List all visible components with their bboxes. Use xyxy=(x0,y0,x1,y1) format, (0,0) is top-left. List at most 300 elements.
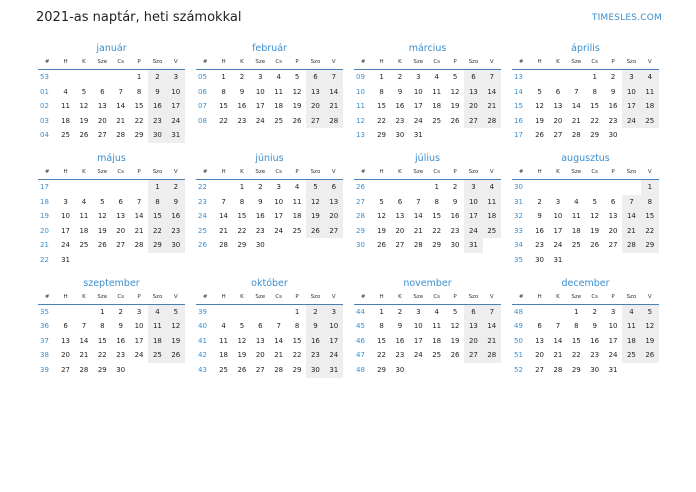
day-cell: 19 xyxy=(377,226,387,235)
weekday-label: Szo xyxy=(152,293,163,300)
day-cell: 13 xyxy=(464,319,482,334)
day-cell: 26 xyxy=(306,224,324,239)
day-cell: 30 xyxy=(535,255,545,264)
day-cell: 25 xyxy=(571,241,581,250)
day-cell: 13 xyxy=(535,336,545,345)
weekday-label: K xyxy=(82,293,86,300)
day-cell: 22 xyxy=(641,224,659,239)
day-cell: 8 xyxy=(294,322,300,331)
day-cell: 20 xyxy=(61,351,71,360)
day-cell: 18 xyxy=(148,334,166,349)
weekday-label: K xyxy=(398,293,402,300)
week-number: 39 xyxy=(198,307,207,316)
week-row xyxy=(38,238,185,253)
day-cell: 24 xyxy=(464,224,482,239)
day-cell: 4 xyxy=(276,73,281,81)
day-cell: 27 xyxy=(306,114,324,129)
day-cell: 16 xyxy=(306,334,324,349)
month-name: április xyxy=(571,43,600,54)
empty-day-cell xyxy=(270,305,288,320)
day-cell: 29 xyxy=(590,131,600,140)
weekday-header xyxy=(38,291,185,305)
day-cell: 21 xyxy=(79,351,89,360)
week-row xyxy=(354,114,501,129)
day-cell: 6 xyxy=(306,70,324,85)
empty-day-cell xyxy=(93,70,111,85)
weekday-label: K xyxy=(556,293,560,300)
weekday-label: V xyxy=(173,293,178,300)
day-cell: 3 xyxy=(622,70,640,85)
day-cell: 27 xyxy=(395,241,405,250)
day-cell: 6 xyxy=(258,322,263,331)
empty-day-cell xyxy=(549,305,567,320)
day-cell: 8 xyxy=(592,87,597,96)
week-number: 19 xyxy=(40,212,49,221)
week-number: 17 xyxy=(40,182,49,191)
month-name: március xyxy=(408,43,447,54)
day-cell: 24 xyxy=(413,116,423,125)
empty-day-cell xyxy=(428,128,446,143)
day-cell: 12 xyxy=(167,319,185,334)
day-cell: 25 xyxy=(219,365,229,374)
day-cell: 21 xyxy=(134,226,144,235)
day-cell: 17 xyxy=(608,336,618,345)
day-cell: 6 xyxy=(464,305,482,320)
weekday-label: V xyxy=(331,59,336,65)
day-cell: 9 xyxy=(610,87,616,96)
empty-day-cell xyxy=(306,238,324,253)
week-number: 15 xyxy=(514,102,523,111)
day-cell: 15 xyxy=(571,336,581,345)
day-cell: 7 xyxy=(416,197,421,206)
day-cell: 27 xyxy=(116,241,126,250)
day-cell: 2 xyxy=(452,182,458,191)
empty-day-cell xyxy=(464,363,482,378)
weekday-label: P xyxy=(453,293,457,300)
day-cell: 24 xyxy=(622,114,640,129)
day-cell: 10 xyxy=(61,212,71,221)
week-number: 22 xyxy=(198,182,207,191)
day-cell: 24 xyxy=(61,241,71,250)
day-cell: 12 xyxy=(377,212,387,221)
day-cell: 23 xyxy=(450,226,460,235)
day-cell: 18 xyxy=(79,226,89,235)
day-cell: 21 xyxy=(622,224,640,239)
day-cell: 14 xyxy=(79,336,89,345)
day-cell: 1 xyxy=(239,182,245,191)
day-cell: 17 xyxy=(274,212,284,221)
day-cell: 11 xyxy=(641,85,659,100)
week-number: 32 xyxy=(514,212,523,221)
day-cell: 5 xyxy=(641,305,659,320)
week-row xyxy=(196,319,343,334)
week-number: 03 xyxy=(40,116,49,125)
day-cell: 24 xyxy=(167,114,185,129)
day-cell: 26 xyxy=(535,131,545,140)
week-row xyxy=(354,334,501,349)
day-cell: 15 xyxy=(432,212,442,221)
empty-day-cell xyxy=(530,180,548,195)
week-row xyxy=(512,99,659,114)
day-cell: 23 xyxy=(148,114,166,129)
day-cell: 8 xyxy=(239,197,245,206)
day-cell: 8 xyxy=(434,197,439,206)
day-cell: 16 xyxy=(535,226,545,235)
week-row xyxy=(354,238,501,253)
day-cell: 18 xyxy=(622,334,640,349)
day-cell: 13 xyxy=(325,195,343,210)
day-cell: 16 xyxy=(237,102,247,111)
weekday-header xyxy=(512,291,659,305)
day-cell: 10 xyxy=(464,195,482,210)
weekday-label: Cs xyxy=(591,293,599,300)
day-cell: 16 xyxy=(116,336,126,345)
weekday-label: Cs xyxy=(117,59,125,65)
day-cell: 2 xyxy=(148,70,166,85)
day-cell: 20 xyxy=(608,226,618,235)
day-cell: 9 xyxy=(306,319,324,334)
day-cell: 4 xyxy=(483,180,501,195)
weekday-label: K xyxy=(240,59,244,65)
day-cell: 12 xyxy=(641,319,659,334)
day-cell: 17 xyxy=(413,336,423,345)
day-cell: 3 xyxy=(555,197,561,206)
empty-day-cell xyxy=(622,180,640,195)
brand-logo-text[interactable]: TIMESLES.COM xyxy=(591,13,662,23)
day-cell: 29 xyxy=(97,365,107,374)
day-cell: 8 xyxy=(100,322,105,331)
day-cell: 8 xyxy=(136,87,142,96)
week-number: 40 xyxy=(198,322,207,331)
week-number: 30 xyxy=(356,241,365,250)
day-cell: 10 xyxy=(413,322,423,331)
day-cell: 21 xyxy=(571,116,581,125)
day-cell: 11 xyxy=(571,212,581,221)
day-cell: 19 xyxy=(641,334,659,349)
empty-day-cell xyxy=(604,253,622,268)
empty-day-cell xyxy=(130,253,148,268)
weekday-label: K xyxy=(398,59,402,65)
day-cell: 10 xyxy=(134,322,144,331)
day-cell: 15 xyxy=(377,102,387,111)
day-cell: 20 xyxy=(325,209,343,224)
empty-day-cell xyxy=(214,180,232,195)
day-cell: 9 xyxy=(258,197,263,206)
empty-day-cell xyxy=(130,180,148,195)
week-row xyxy=(512,363,659,378)
day-cell: 19 xyxy=(292,102,302,111)
day-cell: 5 xyxy=(167,305,185,320)
day-cell: 3 xyxy=(276,182,281,191)
day-cell: 7 xyxy=(136,197,142,206)
day-cell: 23 xyxy=(590,351,600,360)
day-cell: 6 xyxy=(63,322,68,331)
weekday-label: Cs xyxy=(591,168,599,175)
week-number: 26 xyxy=(356,182,365,191)
day-cell: 10 xyxy=(622,85,640,100)
day-cell: 4 xyxy=(622,305,640,320)
month-block xyxy=(354,152,501,268)
day-cell: 22 xyxy=(377,116,387,125)
weekday-label: H xyxy=(63,293,68,300)
weekday-label: V xyxy=(173,59,178,65)
week-row xyxy=(38,209,185,224)
empty-day-cell xyxy=(530,70,548,85)
month-block xyxy=(38,152,185,268)
day-cell: 26 xyxy=(450,116,460,125)
empty-day-cell xyxy=(567,180,585,195)
empty-day-cell xyxy=(567,70,585,85)
day-cell: 3 xyxy=(610,307,616,316)
empty-day-cell xyxy=(622,253,640,268)
day-cell: 23 xyxy=(167,224,185,239)
weekday-label: H xyxy=(537,168,542,175)
day-cell: 27 xyxy=(255,365,265,374)
weekday-label: P xyxy=(611,293,615,300)
day-cell: 9 xyxy=(592,322,597,331)
day-cell: 1 xyxy=(574,307,579,316)
day-cell: 30 xyxy=(590,365,600,374)
day-cell: 23 xyxy=(395,351,405,360)
empty-day-cell xyxy=(251,305,269,320)
empty-day-cell xyxy=(446,363,464,378)
day-cell: 12 xyxy=(450,87,460,96)
empty-day-cell xyxy=(641,128,659,143)
weekday-label: # xyxy=(44,293,50,300)
day-cell: 26 xyxy=(167,348,185,363)
day-cell: 2 xyxy=(537,197,542,206)
day-cell: 3 xyxy=(258,73,263,81)
weekday-label: Szo xyxy=(310,59,321,65)
weekday-label: P xyxy=(137,59,141,65)
day-cell: 30 xyxy=(255,241,265,250)
day-cell: 11 xyxy=(292,197,302,206)
weekday-header xyxy=(196,56,343,70)
week-number: 33 xyxy=(514,226,523,235)
day-cell: 24 xyxy=(255,116,265,125)
day-cell: 28 xyxy=(622,238,640,253)
day-cell: 31 xyxy=(167,128,185,143)
week-row xyxy=(196,70,343,85)
day-cell: 26 xyxy=(292,116,302,125)
day-cell: 1 xyxy=(100,307,105,316)
day-cell: 30 xyxy=(608,131,618,140)
day-cell: 26 xyxy=(237,365,247,374)
week-number: 28 xyxy=(356,212,365,221)
month-block xyxy=(354,42,501,143)
empty-day-cell xyxy=(530,305,548,320)
day-cell: 7 xyxy=(221,197,226,206)
day-cell: 17 xyxy=(134,336,144,345)
day-cell: 29 xyxy=(292,365,302,374)
day-cell: 16 xyxy=(167,209,185,224)
empty-day-cell xyxy=(549,70,567,85)
day-cell: 2 xyxy=(258,182,263,191)
day-cell: 7 xyxy=(118,87,123,96)
day-cell: 19 xyxy=(590,226,600,235)
day-cell: 5 xyxy=(537,87,542,96)
weekday-label: P xyxy=(611,168,615,175)
week-number: 06 xyxy=(198,87,207,96)
day-cell: 3 xyxy=(416,73,421,81)
day-cell: 13 xyxy=(116,212,126,221)
day-cell: 20 xyxy=(535,351,545,360)
day-cell: 18 xyxy=(219,351,229,360)
day-cell: 6 xyxy=(464,70,482,85)
calendar-grid xyxy=(38,42,660,378)
week-row xyxy=(512,253,659,268)
weekday-label: H xyxy=(221,168,226,175)
day-cell: 18 xyxy=(571,226,581,235)
day-cell: 3 xyxy=(464,180,482,195)
day-cell: 29 xyxy=(148,238,166,253)
empty-day-cell xyxy=(75,70,93,85)
day-cell: 2 xyxy=(592,307,597,316)
day-cell: 2 xyxy=(118,307,123,316)
week-row xyxy=(38,128,185,143)
week-number: 49 xyxy=(514,322,523,331)
day-cell: 21 xyxy=(413,226,423,235)
day-cell: 13 xyxy=(464,85,482,100)
week-number: 14 xyxy=(514,87,523,96)
day-cell: 7 xyxy=(574,87,579,96)
day-cell: 3 xyxy=(416,307,421,316)
week-row xyxy=(38,319,185,334)
weekday-label: Sze xyxy=(255,293,266,300)
day-cell: 15 xyxy=(641,209,659,224)
day-cell: 29 xyxy=(432,241,442,250)
day-cell: 19 xyxy=(167,334,185,349)
day-cell: 24 xyxy=(413,351,423,360)
day-cell: 18 xyxy=(432,336,442,345)
day-cell: 5 xyxy=(452,307,458,316)
weekday-label: Sze xyxy=(97,59,108,65)
week-row xyxy=(354,195,501,210)
weekday-label: Sze xyxy=(413,293,424,300)
day-cell: 31 xyxy=(413,131,423,140)
day-cell: 6 xyxy=(118,197,123,206)
weekday-label: H xyxy=(63,59,68,65)
day-cell: 16 xyxy=(395,336,405,345)
day-cell: 12 xyxy=(535,102,545,111)
weekday-label: # xyxy=(360,168,366,175)
day-cell: 22 xyxy=(571,351,581,360)
week-number: 23 xyxy=(198,197,207,206)
weekday-label: V xyxy=(647,293,652,300)
day-cell: 11 xyxy=(219,336,229,345)
empty-day-cell xyxy=(167,363,185,378)
empty-day-cell xyxy=(391,180,409,195)
day-cell: 26 xyxy=(641,348,659,363)
day-cell: 19 xyxy=(97,226,107,235)
empty-day-cell xyxy=(270,238,288,253)
weekday-label: Szo xyxy=(310,168,321,175)
weekday-header xyxy=(354,166,501,180)
week-row xyxy=(354,99,501,114)
day-cell: 1 xyxy=(148,180,166,195)
day-cell: 18 xyxy=(483,209,501,224)
day-cell: 19 xyxy=(306,209,324,224)
weekday-label: K xyxy=(82,59,86,65)
week-number: 38 xyxy=(40,351,49,360)
week-number: 41 xyxy=(198,336,207,345)
week-number: 30 xyxy=(514,182,523,191)
empty-day-cell xyxy=(604,180,622,195)
weekday-label: H xyxy=(379,293,384,300)
day-cell: 16 xyxy=(395,102,405,111)
day-cell: 6 xyxy=(100,87,105,96)
empty-day-cell xyxy=(130,363,148,378)
week-number: 02 xyxy=(40,102,49,111)
empty-day-cell xyxy=(56,305,74,320)
empty-day-cell xyxy=(167,253,185,268)
day-cell: 23 xyxy=(116,351,126,360)
day-cell: 5 xyxy=(100,197,105,206)
week-number: 07 xyxy=(198,102,207,111)
day-cell: 14 xyxy=(219,212,229,221)
empty-day-cell xyxy=(549,180,567,195)
month-name: június xyxy=(255,152,284,164)
empty-day-cell xyxy=(325,238,343,253)
day-cell: 16 xyxy=(450,212,460,221)
day-cell: 11 xyxy=(148,319,166,334)
day-cell: 11 xyxy=(622,319,640,334)
empty-day-cell xyxy=(483,363,501,378)
week-number: 52 xyxy=(514,365,523,374)
week-row xyxy=(38,99,185,114)
weekday-label: P xyxy=(137,293,141,300)
empty-day-cell xyxy=(148,253,166,268)
week-number: 37 xyxy=(40,336,49,345)
week-number: 50 xyxy=(514,336,523,345)
day-cell: 29 xyxy=(641,238,659,253)
day-cell: 12 xyxy=(306,195,324,210)
day-cell: 11 xyxy=(274,87,284,96)
day-cell: 21 xyxy=(483,334,501,349)
day-cell: 15 xyxy=(134,102,144,111)
weekday-label: # xyxy=(202,59,208,65)
week-number: 36 xyxy=(40,322,49,331)
day-cell: 11 xyxy=(432,322,442,331)
empty-day-cell xyxy=(567,253,585,268)
day-cell: 10 xyxy=(608,322,618,331)
day-cell: 4 xyxy=(63,87,68,96)
week-row xyxy=(38,305,185,320)
day-cell: 22 xyxy=(377,351,387,360)
day-cell: 9 xyxy=(537,212,542,221)
empty-day-cell xyxy=(93,253,111,268)
day-cell: 22 xyxy=(219,116,229,125)
day-cell: 28 xyxy=(413,241,423,250)
day-cell: 1 xyxy=(379,73,384,81)
weekday-header xyxy=(196,291,343,305)
week-row xyxy=(354,85,501,100)
weekday-label: V xyxy=(489,293,494,300)
day-cell: 7 xyxy=(483,70,501,85)
day-cell: 7 xyxy=(622,195,640,210)
day-cell: 5 xyxy=(294,73,300,81)
day-cell: 19 xyxy=(535,116,545,125)
weekday-label: # xyxy=(202,293,208,300)
day-cell: 12 xyxy=(237,336,247,345)
day-cell: 21 xyxy=(116,116,126,125)
day-cell: 10 xyxy=(167,85,185,100)
day-cell: 21 xyxy=(274,351,284,360)
week-row xyxy=(512,238,659,253)
empty-day-cell xyxy=(641,253,659,268)
day-cell: 1 xyxy=(379,307,384,316)
week-row xyxy=(196,363,343,378)
